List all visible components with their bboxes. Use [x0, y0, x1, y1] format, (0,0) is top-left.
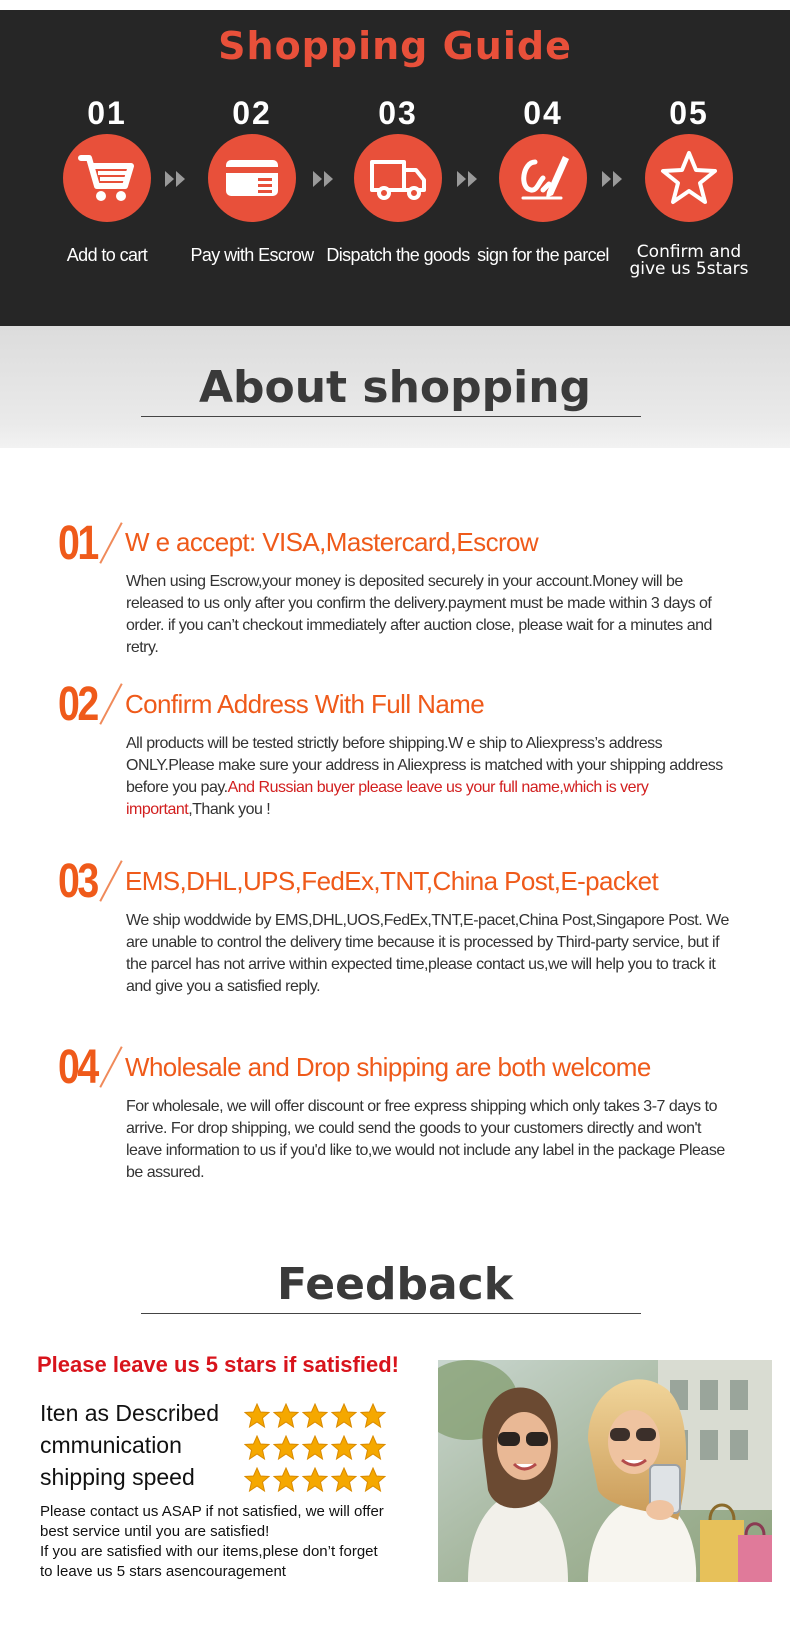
shopping-guide-banner [0, 10, 790, 326]
star-icon [659, 148, 719, 208]
feedback-note-line: If you are satisfied with our items,plese don’t forget [40, 1543, 378, 1560]
step-circle [499, 134, 587, 222]
star-icon [302, 1467, 328, 1493]
number-slash [99, 522, 122, 564]
card-icon [222, 148, 282, 208]
address-text-end: ,Thank you ! [188, 801, 271, 818]
rating-stars [244, 1467, 389, 1498]
step-label: Add to cart [66, 245, 148, 265]
star-icon [273, 1467, 299, 1493]
item-heading-shipping: EMS,DHL,UPS,FedEx,TNT,China Post,E-packet [125, 866, 659, 896]
rating-label: Iten as Described [40, 1400, 219, 1426]
step-circle [354, 134, 442, 222]
rating-row [40, 1432, 420, 1462]
item-body-address [126, 733, 736, 821]
rating-stars [244, 1435, 389, 1466]
step-circle [63, 134, 151, 222]
guide-step-dispatch [323, 94, 473, 264]
step-number: 04 [523, 95, 563, 131]
feedback-note [40, 1502, 420, 1582]
rating-row [40, 1400, 420, 1430]
step-number: 05 [669, 95, 709, 131]
address-highlight: And Russian buyer please leave us your full name,which is very important [126, 779, 649, 818]
title-underline [141, 416, 641, 417]
truck-icon [368, 148, 428, 208]
step-label-line: Confirm and [636, 242, 742, 262]
star-icon [273, 1435, 299, 1461]
item-body-payment: When using Escrow,your money is deposited securely in your account.Money will be released to us only after you confirm the delivery.payment must be made within 3 days of order. if you can’t checkout immediately after auction close, please wait for a minutes and retry. [126, 573, 712, 656]
guide-step-sign-parcel [468, 94, 618, 264]
step-label: Pay with Escrow [190, 245, 314, 265]
item-body-wholesale: For wholesale, we will offer discount or free express shipping which only takes 3-7 days to arrive. For drop shipping, we could send the goods to your customers directly and won't leave information to us if you'd like to,we would not include any label in the package Please be assured. [126, 1098, 725, 1181]
star-icon [244, 1403, 270, 1429]
number-slash [99, 1046, 122, 1088]
item-number: 02 [58, 678, 97, 731]
star-icon [360, 1467, 386, 1493]
step-label [614, 244, 764, 278]
item-heading-wholesale: Wholesale and Drop shipping are both welcome [125, 1052, 651, 1082]
item-number: 01 [58, 517, 97, 570]
star-icon [302, 1435, 328, 1461]
item-number: 03 [58, 855, 97, 908]
star-icon [331, 1467, 357, 1493]
rating-label: cmmunication [40, 1432, 182, 1458]
shopping-guide-title: Shopping Guide [218, 24, 572, 68]
feedback-title: Feedback [277, 1259, 513, 1310]
guide-step-pay-with-escrow [177, 94, 327, 264]
step-label-line: give us 5stars [629, 259, 749, 279]
about-shopping-band [0, 326, 790, 448]
cart-icon [77, 148, 137, 208]
guide-step-confirm [614, 94, 764, 278]
step-number: 02 [232, 95, 272, 131]
step-label: Dispatch the goods [326, 245, 470, 265]
star-icon [244, 1467, 270, 1493]
two-women-shopping-illustration [438, 1360, 772, 1582]
star-icon [244, 1435, 270, 1461]
step-circle [208, 134, 296, 222]
star-icon [360, 1435, 386, 1461]
title-underline [141, 1313, 641, 1314]
address-text: All products will be tested strictly before shipping.W e ship to Aliexpress’s address ONLY.Please make sure your address in Aliexpress is matched with your shipping address before you pay. [126, 735, 723, 796]
number-slash [99, 683, 122, 725]
step-circle [645, 134, 733, 222]
step-label: sign for the parcel [477, 245, 609, 265]
star-icon [331, 1435, 357, 1461]
rating-row [40, 1464, 420, 1494]
customer-photo [438, 1360, 772, 1582]
step-number: 01 [87, 95, 127, 131]
feedback-note-line: best service until you are satisfied! [40, 1523, 270, 1540]
item-heading-address: Confirm Address With Full Name [125, 689, 485, 719]
feedback-note-line: Please contact us ASAP if not satisfied, we will offer [40, 1503, 384, 1520]
step-number: 03 [378, 95, 418, 131]
feedback-headline: Please leave us 5 stars if satisfied! [37, 1352, 399, 1377]
item-heading-payment: W e accept: VISA,Mastercard,Escrow [125, 527, 539, 557]
feedback-note-line: to leave us 5 stars asencouragement [40, 1563, 286, 1580]
star-icon [360, 1403, 386, 1429]
rating-stars [244, 1403, 389, 1434]
star-icon [302, 1403, 328, 1429]
pen-sign-icon [513, 148, 573, 208]
number-slash [99, 860, 122, 902]
star-icon [273, 1403, 299, 1429]
item-number: 04 [58, 1041, 97, 1094]
guide-step-add-to-cart [32, 94, 182, 264]
item-body-shipping: We ship woddwide by EMS,DHL,UOS,FedEx,TNT,E-pacet,China Post,Singapore Post. We are unable to control the delivery time because it is processed by Third-party service, but if the parcel has not arrive within expected time,please contact us,we will help you to track it and give you a satisfied reply. [126, 912, 729, 995]
star-icon [331, 1403, 357, 1429]
rating-label: shipping speed [40, 1464, 195, 1490]
about-shopping-title: About shopping [198, 362, 592, 413]
